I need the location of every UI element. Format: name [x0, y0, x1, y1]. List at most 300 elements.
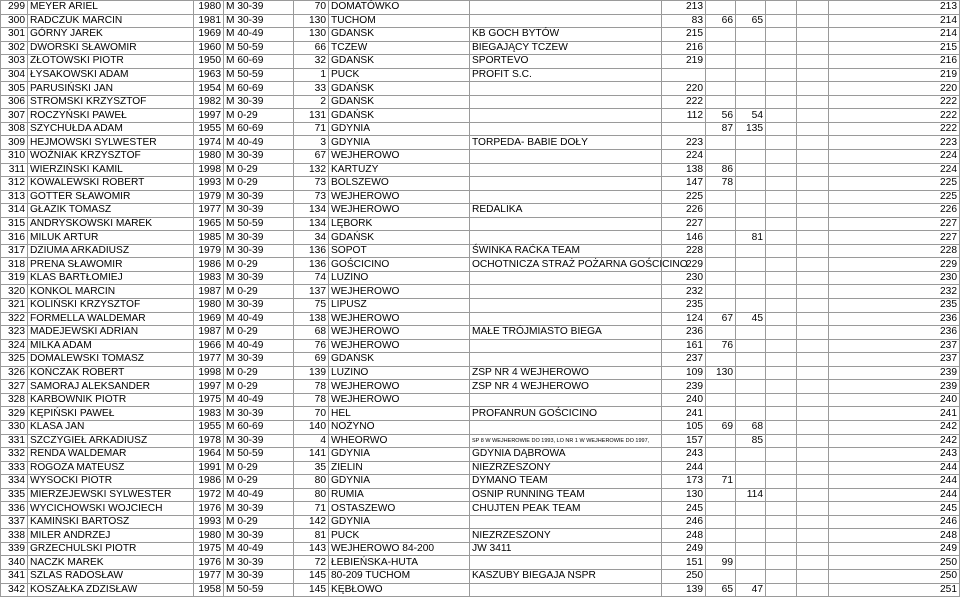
cell-bib[interactable]: 136 — [294, 258, 329, 272]
cell-year[interactable]: 1963 — [194, 68, 224, 82]
cell-pts2[interactable] — [706, 271, 736, 285]
cell-pts2[interactable] — [706, 136, 736, 150]
cell-name[interactable]: MIERZEJEWSKI SYLWESTER — [28, 488, 194, 502]
cell-lp[interactable]: 311 — [1, 163, 28, 177]
table-row[interactable] — [1, 136, 960, 150]
table-row[interactable] — [1, 542, 960, 556]
cell-pts1[interactable]: 239 — [662, 380, 706, 394]
cell-city[interactable]: LIPUSZ — [329, 299, 470, 313]
cell-bib[interactable]: 134 — [294, 204, 329, 218]
cell-total[interactable]: 227 — [829, 231, 960, 245]
cell-pts3[interactable] — [736, 68, 766, 82]
cell-total[interactable]: 242 — [829, 420, 960, 434]
cell-city[interactable]: PUCK — [329, 68, 470, 82]
cell-pts4[interactable] — [766, 122, 797, 136]
cell-pts3[interactable]: 47 — [736, 583, 766, 597]
cell-name[interactable]: WYCICHOWSKI WOJCIECH — [28, 502, 194, 516]
cell-city[interactable]: GDYNIA — [329, 122, 470, 136]
cell-year[interactable]: 1977 — [194, 569, 224, 583]
cell-pts4[interactable] — [766, 461, 797, 475]
cell-pts1[interactable]: 138 — [662, 163, 706, 177]
cell-pts5[interactable] — [797, 353, 829, 367]
cell-pts4[interactable] — [766, 366, 797, 380]
cell-lp[interactable]: 318 — [1, 258, 28, 272]
cell-lp[interactable]: 322 — [1, 312, 28, 326]
cell-category[interactable]: M 50-59 — [224, 448, 294, 462]
cell-category[interactable]: M 50-59 — [224, 68, 294, 82]
cell-pts1[interactable]: 219 — [662, 55, 706, 69]
cell-name[interactable]: ANDRYSKOWSKI MAREK — [28, 217, 194, 231]
cell-pts5[interactable] — [797, 583, 829, 597]
cell-total[interactable]: 225 — [829, 177, 960, 191]
cell-pts5[interactable] — [797, 434, 829, 448]
cell-pts2[interactable]: 130 — [706, 366, 736, 380]
cell-year[interactable]: 1979 — [194, 244, 224, 258]
table-row[interactable] — [1, 529, 960, 543]
cell-pts4[interactable] — [766, 420, 797, 434]
cell-club[interactable] — [470, 556, 662, 570]
cell-lp[interactable]: 313 — [1, 190, 28, 204]
cell-club[interactable] — [470, 95, 662, 109]
cell-bib[interactable]: 2 — [294, 95, 329, 109]
cell-pts4[interactable] — [766, 393, 797, 407]
cell-category[interactable]: M 60-69 — [224, 420, 294, 434]
table-row[interactable] — [1, 231, 960, 245]
cell-pts5[interactable] — [797, 515, 829, 529]
cell-pts5[interactable] — [797, 407, 829, 421]
cell-pts5[interactable] — [797, 475, 829, 489]
cell-club[interactable] — [470, 583, 662, 597]
cell-name[interactable]: RENDA WALDEMAR — [28, 448, 194, 462]
cell-pts2[interactable]: 71 — [706, 475, 736, 489]
cell-year[interactable]: 1974 — [194, 136, 224, 150]
cell-category[interactable]: M 60-69 — [224, 82, 294, 96]
cell-year[interactable]: 1978 — [194, 434, 224, 448]
cell-lp[interactable]: 339 — [1, 542, 28, 556]
cell-year[interactable]: 1993 — [194, 177, 224, 191]
cell-club[interactable]: KB GOCH BYTÓW — [470, 28, 662, 42]
cell-pts3[interactable] — [736, 569, 766, 583]
cell-bib[interactable]: 71 — [294, 502, 329, 516]
cell-pts3[interactable] — [736, 163, 766, 177]
cell-lp[interactable]: 342 — [1, 583, 28, 597]
cell-bib[interactable]: 145 — [294, 583, 329, 597]
cell-year[interactable]: 1977 — [194, 353, 224, 367]
cell-lp[interactable]: 316 — [1, 231, 28, 245]
cell-pts3[interactable] — [736, 41, 766, 55]
cell-category[interactable]: M 40-49 — [224, 339, 294, 353]
cell-pts5[interactable] — [797, 448, 829, 462]
cell-lp[interactable]: 334 — [1, 475, 28, 489]
cell-year[interactable]: 1987 — [194, 285, 224, 299]
cell-bib[interactable]: 73 — [294, 190, 329, 204]
cell-pts1[interactable]: 216 — [662, 41, 706, 55]
cell-category[interactable]: M 60-69 — [224, 122, 294, 136]
cell-club[interactable] — [470, 299, 662, 313]
cell-total[interactable]: 249 — [829, 542, 960, 556]
cell-bib[interactable]: 71 — [294, 122, 329, 136]
cell-name[interactable]: KAMIŃSKI BARTOSZ — [28, 515, 194, 529]
cell-bib[interactable]: 80 — [294, 475, 329, 489]
cell-category[interactable]: M 30-39 — [224, 231, 294, 245]
cell-club[interactable] — [470, 190, 662, 204]
cell-pts4[interactable] — [766, 68, 797, 82]
cell-club[interactable] — [470, 122, 662, 136]
cell-pts2[interactable] — [706, 190, 736, 204]
cell-club[interactable]: REDALIKA — [470, 204, 662, 218]
cell-name[interactable]: KOLIŃSKI KRZYSZTOF — [28, 299, 194, 313]
cell-pts2[interactable] — [706, 217, 736, 231]
cell-lp[interactable]: 304 — [1, 68, 28, 82]
cell-bib[interactable]: 66 — [294, 41, 329, 55]
cell-pts5[interactable] — [797, 326, 829, 340]
cell-club[interactable]: PROFANRUN GOŚCICINO — [470, 407, 662, 421]
cell-pts4[interactable] — [766, 1, 797, 15]
cell-pts3[interactable] — [736, 529, 766, 543]
table-row[interactable] — [1, 14, 960, 28]
table-row[interactable] — [1, 258, 960, 272]
cell-pts1[interactable]: 130 — [662, 488, 706, 502]
cell-pts4[interactable] — [766, 542, 797, 556]
cell-pts4[interactable] — [766, 569, 797, 583]
cell-year[interactable]: 1993 — [194, 515, 224, 529]
cell-city[interactable]: WEJHEROWO 84-200 — [329, 542, 470, 556]
cell-pts3[interactable]: 65 — [736, 14, 766, 28]
cell-lp[interactable]: 330 — [1, 420, 28, 434]
cell-year[interactable]: 1972 — [194, 488, 224, 502]
cell-pts1[interactable]: 245 — [662, 502, 706, 516]
cell-category[interactable]: M 40-49 — [224, 393, 294, 407]
table-row[interactable] — [1, 177, 960, 191]
cell-pts5[interactable] — [797, 204, 829, 218]
cell-pts2[interactable]: 87 — [706, 122, 736, 136]
cell-pts5[interactable] — [797, 299, 829, 313]
cell-pts4[interactable] — [766, 448, 797, 462]
cell-year[interactable]: 1958 — [194, 583, 224, 597]
cell-category[interactable]: M 0-29 — [224, 109, 294, 123]
cell-lp[interactable]: 303 — [1, 55, 28, 69]
cell-lp[interactable]: 299 — [1, 1, 28, 15]
cell-pts3[interactable] — [736, 366, 766, 380]
cell-pts3[interactable] — [736, 475, 766, 489]
cell-pts5[interactable] — [797, 244, 829, 258]
cell-category[interactable]: M 30-39 — [224, 434, 294, 448]
cell-lp[interactable]: 317 — [1, 244, 28, 258]
cell-club[interactable] — [470, 353, 662, 367]
cell-pts5[interactable] — [797, 380, 829, 394]
cell-lp[interactable]: 328 — [1, 393, 28, 407]
cell-total[interactable]: 224 — [829, 150, 960, 164]
cell-category[interactable]: M 0-29 — [224, 177, 294, 191]
cell-name[interactable]: KONKOL MARCIN — [28, 285, 194, 299]
cell-total[interactable]: 244 — [829, 461, 960, 475]
cell-lp[interactable]: 341 — [1, 569, 28, 583]
cell-pts5[interactable] — [797, 271, 829, 285]
cell-category[interactable]: M 40-49 — [224, 542, 294, 556]
cell-pts5[interactable] — [797, 556, 829, 570]
cell-pts2[interactable] — [706, 434, 736, 448]
table-row[interactable] — [1, 41, 960, 55]
cell-pts5[interactable] — [797, 82, 829, 96]
cell-bib[interactable]: 33 — [294, 82, 329, 96]
cell-category[interactable]: M 30-39 — [224, 150, 294, 164]
cell-category[interactable]: M 0-29 — [224, 380, 294, 394]
cell-pts1[interactable]: 83 — [662, 14, 706, 28]
cell-club[interactable]: JW 3411 — [470, 542, 662, 556]
cell-year[interactable]: 1969 — [194, 312, 224, 326]
cell-pts4[interactable] — [766, 583, 797, 597]
cell-bib[interactable]: 78 — [294, 380, 329, 394]
cell-pts3[interactable] — [736, 515, 766, 529]
cell-pts2[interactable] — [706, 55, 736, 69]
cell-pts1[interactable]: 139 — [662, 583, 706, 597]
cell-city[interactable]: WEJHEROWO — [329, 150, 470, 164]
cell-name[interactable]: GRZECHULSKI PIOTR — [28, 542, 194, 556]
cell-club[interactable]: BIEGAJĄCY TCZEW — [470, 41, 662, 55]
cell-pts1[interactable]: 124 — [662, 312, 706, 326]
cell-bib[interactable]: 140 — [294, 420, 329, 434]
cell-pts4[interactable] — [766, 285, 797, 299]
cell-bib[interactable]: 130 — [294, 28, 329, 42]
cell-pts4[interactable] — [766, 407, 797, 421]
cell-year[interactable]: 1979 — [194, 190, 224, 204]
cell-pts1[interactable]: 215 — [662, 28, 706, 42]
cell-club[interactable] — [470, 14, 662, 28]
cell-lp[interactable]: 332 — [1, 448, 28, 462]
cell-pts1[interactable]: 228 — [662, 244, 706, 258]
cell-pts3[interactable] — [736, 271, 766, 285]
cell-pts3[interactable] — [736, 326, 766, 340]
cell-lp[interactable]: 327 — [1, 380, 28, 394]
cell-total[interactable]: 214 — [829, 14, 960, 28]
cell-bib[interactable]: 76 — [294, 339, 329, 353]
cell-city[interactable]: GDAŃSK — [329, 55, 470, 69]
cell-name[interactable]: PRENA SŁAWOMIR — [28, 258, 194, 272]
cell-lp[interactable]: 319 — [1, 271, 28, 285]
cell-pts1[interactable]: 248 — [662, 529, 706, 543]
cell-pts3[interactable] — [736, 339, 766, 353]
cell-year[interactable]: 1981 — [194, 14, 224, 28]
cell-lp[interactable]: 337 — [1, 515, 28, 529]
cell-bib[interactable]: 142 — [294, 515, 329, 529]
cell-pts3[interactable] — [736, 190, 766, 204]
table-row[interactable] — [1, 434, 960, 448]
cell-pts1[interactable]: 229 — [662, 258, 706, 272]
table-row[interactable] — [1, 217, 960, 231]
cell-pts4[interactable] — [766, 556, 797, 570]
cell-total[interactable]: 222 — [829, 109, 960, 123]
cell-pts4[interactable] — [766, 95, 797, 109]
cell-lp[interactable]: 305 — [1, 82, 28, 96]
cell-name[interactable]: ROCZYŃSKI PAWEŁ — [28, 109, 194, 123]
cell-category[interactable]: M 0-29 — [224, 285, 294, 299]
cell-name[interactable]: RADCZUK MARCIN — [28, 14, 194, 28]
cell-pts4[interactable] — [766, 353, 797, 367]
cell-club[interactable]: MAŁE TRÓJMIASTO BIEGA — [470, 326, 662, 340]
cell-city[interactable]: GDYNIA — [329, 475, 470, 489]
cell-pts3[interactable]: 85 — [736, 434, 766, 448]
cell-club[interactable] — [470, 312, 662, 326]
table-row[interactable] — [1, 312, 960, 326]
cell-bib[interactable]: 67 — [294, 150, 329, 164]
cell-category[interactable]: M 40-49 — [224, 488, 294, 502]
cell-pts1[interactable]: 249 — [662, 542, 706, 556]
cell-club[interactable] — [470, 217, 662, 231]
cell-club[interactable] — [470, 177, 662, 191]
cell-pts1[interactable]: 232 — [662, 285, 706, 299]
cell-pts5[interactable] — [797, 529, 829, 543]
cell-year[interactable]: 1966 — [194, 339, 224, 353]
cell-pts1[interactable]: 246 — [662, 515, 706, 529]
cell-pts4[interactable] — [766, 177, 797, 191]
cell-lp[interactable]: 309 — [1, 136, 28, 150]
cell-club[interactable]: PROFIT S.C. — [470, 68, 662, 82]
cell-total[interactable]: 244 — [829, 475, 960, 489]
cell-lp[interactable]: 325 — [1, 353, 28, 367]
cell-year[interactable]: 1980 — [194, 150, 224, 164]
table-row[interactable] — [1, 150, 960, 164]
cell-bib[interactable]: 136 — [294, 244, 329, 258]
table-row[interactable] — [1, 55, 960, 69]
cell-lp[interactable]: 310 — [1, 150, 28, 164]
cell-bib[interactable]: 141 — [294, 448, 329, 462]
cell-name[interactable]: ŁYSAKOWSKI ADAM — [28, 68, 194, 82]
table-row[interactable] — [1, 502, 960, 516]
cell-pts3[interactable]: 54 — [736, 109, 766, 123]
cell-pts1[interactable]: 227 — [662, 217, 706, 231]
cell-total[interactable]: 239 — [829, 380, 960, 394]
cell-total[interactable]: 250 — [829, 556, 960, 570]
cell-city[interactable]: LUZINO — [329, 366, 470, 380]
cell-pts3[interactable] — [736, 380, 766, 394]
cell-pts5[interactable] — [797, 109, 829, 123]
cell-year[interactable]: 1985 — [194, 231, 224, 245]
cell-pts2[interactable] — [706, 515, 736, 529]
cell-club[interactable]: DYMANO TEAM — [470, 475, 662, 489]
cell-category[interactable]: M 30-39 — [224, 407, 294, 421]
cell-pts2[interactable] — [706, 231, 736, 245]
cell-category[interactable]: M 30-39 — [224, 299, 294, 313]
cell-city[interactable]: SOPOT — [329, 244, 470, 258]
table-row[interactable] — [1, 285, 960, 299]
cell-lp[interactable]: 324 — [1, 339, 28, 353]
cell-pts2[interactable] — [706, 285, 736, 299]
cell-bib[interactable]: 145 — [294, 569, 329, 583]
cell-pts3[interactable]: 135 — [736, 122, 766, 136]
cell-pts1[interactable]: 147 — [662, 177, 706, 191]
cell-category[interactable]: M 40-49 — [224, 28, 294, 42]
cell-pts2[interactable] — [706, 204, 736, 218]
cell-pts3[interactable] — [736, 542, 766, 556]
cell-total[interactable]: 242 — [829, 434, 960, 448]
cell-city[interactable]: TCZEW — [329, 41, 470, 55]
cell-club[interactable]: CHUJTEN PEAK TEAM — [470, 502, 662, 516]
cell-name[interactable]: HEJMOWSKI SYLWESTER — [28, 136, 194, 150]
cell-pts4[interactable] — [766, 204, 797, 218]
cell-bib[interactable]: 69 — [294, 353, 329, 367]
cell-pts1[interactable]: 236 — [662, 326, 706, 340]
cell-pts2[interactable] — [706, 299, 736, 313]
cell-lp[interactable]: 338 — [1, 529, 28, 543]
table-row[interactable] — [1, 569, 960, 583]
cell-name[interactable]: WOŹNIAK KRZYSZTOF — [28, 150, 194, 164]
cell-club[interactable]: OSNIP RUNNING TEAM — [470, 488, 662, 502]
cell-year[interactable]: 1987 — [194, 326, 224, 340]
cell-club[interactable]: SP 8 W WEJHEROWIE DO 1993, LO NR 1 W WEJHEROWIE DO 1997, — [470, 434, 662, 448]
cell-pts5[interactable] — [797, 122, 829, 136]
cell-club[interactable]: ŚWINKA RAĆKA TEAM — [470, 244, 662, 258]
cell-total[interactable]: 229 — [829, 258, 960, 272]
cell-name[interactable]: DOMALEWSKI TOMASZ — [28, 353, 194, 367]
cell-pts5[interactable] — [797, 542, 829, 556]
cell-year[interactable]: 1986 — [194, 258, 224, 272]
cell-lp[interactable]: 301 — [1, 28, 28, 42]
cell-name[interactable]: MILKA ADAM — [28, 339, 194, 353]
cell-pts3[interactable] — [736, 136, 766, 150]
cell-bib[interactable]: 80 — [294, 488, 329, 502]
cell-total[interactable]: 239 — [829, 366, 960, 380]
cell-pts4[interactable] — [766, 217, 797, 231]
cell-pts2[interactable] — [706, 258, 736, 272]
cell-bib[interactable]: 138 — [294, 312, 329, 326]
cell-city[interactable]: WEJHEROWO — [329, 204, 470, 218]
cell-total[interactable]: 237 — [829, 353, 960, 367]
cell-total[interactable]: 248 — [829, 529, 960, 543]
table-row[interactable] — [1, 461, 960, 475]
cell-city[interactable]: DOMATÓWKO — [329, 1, 470, 15]
cell-name[interactable]: FORMELLA WALDEMAR — [28, 312, 194, 326]
cell-total[interactable]: 219 — [829, 68, 960, 82]
cell-city[interactable]: RUMIA — [329, 488, 470, 502]
cell-year[interactable]: 1976 — [194, 556, 224, 570]
cell-pts4[interactable] — [766, 515, 797, 529]
cell-total[interactable]: 215 — [829, 41, 960, 55]
cell-year[interactable]: 1980 — [194, 1, 224, 15]
cell-total[interactable]: 222 — [829, 122, 960, 136]
cell-pts1[interactable]: 223 — [662, 136, 706, 150]
cell-club[interactable] — [470, 420, 662, 434]
cell-pts3[interactable] — [736, 177, 766, 191]
cell-pts3[interactable] — [736, 82, 766, 96]
cell-lp[interactable]: 300 — [1, 14, 28, 28]
table-row[interactable] — [1, 583, 960, 597]
cell-pts3[interactable] — [736, 204, 766, 218]
cell-pts5[interactable] — [797, 285, 829, 299]
cell-year[interactable]: 1997 — [194, 109, 224, 123]
cell-pts2[interactable] — [706, 488, 736, 502]
cell-bib[interactable]: 139 — [294, 366, 329, 380]
cell-name[interactable]: SZYCHUŁDA ADAM — [28, 122, 194, 136]
cell-pts4[interactable] — [766, 488, 797, 502]
cell-pts3[interactable] — [736, 244, 766, 258]
cell-total[interactable]: 224 — [829, 163, 960, 177]
table-row[interactable] — [1, 515, 960, 529]
cell-pts5[interactable] — [797, 150, 829, 164]
cell-pts1[interactable]: 105 — [662, 420, 706, 434]
cell-club[interactable] — [470, 163, 662, 177]
cell-pts3[interactable] — [736, 353, 766, 367]
cell-city[interactable]: GDYNIA — [329, 515, 470, 529]
cell-pts1[interactable] — [662, 68, 706, 82]
cell-bib[interactable]: 73 — [294, 177, 329, 191]
cell-name[interactable]: NACZK MAREK — [28, 556, 194, 570]
cell-bib[interactable]: 78 — [294, 393, 329, 407]
cell-pts1[interactable]: 250 — [662, 569, 706, 583]
cell-category[interactable]: M 50-59 — [224, 41, 294, 55]
table-row[interactable] — [1, 420, 960, 434]
cell-pts1[interactable]: 151 — [662, 556, 706, 570]
cell-bib[interactable]: 35 — [294, 461, 329, 475]
